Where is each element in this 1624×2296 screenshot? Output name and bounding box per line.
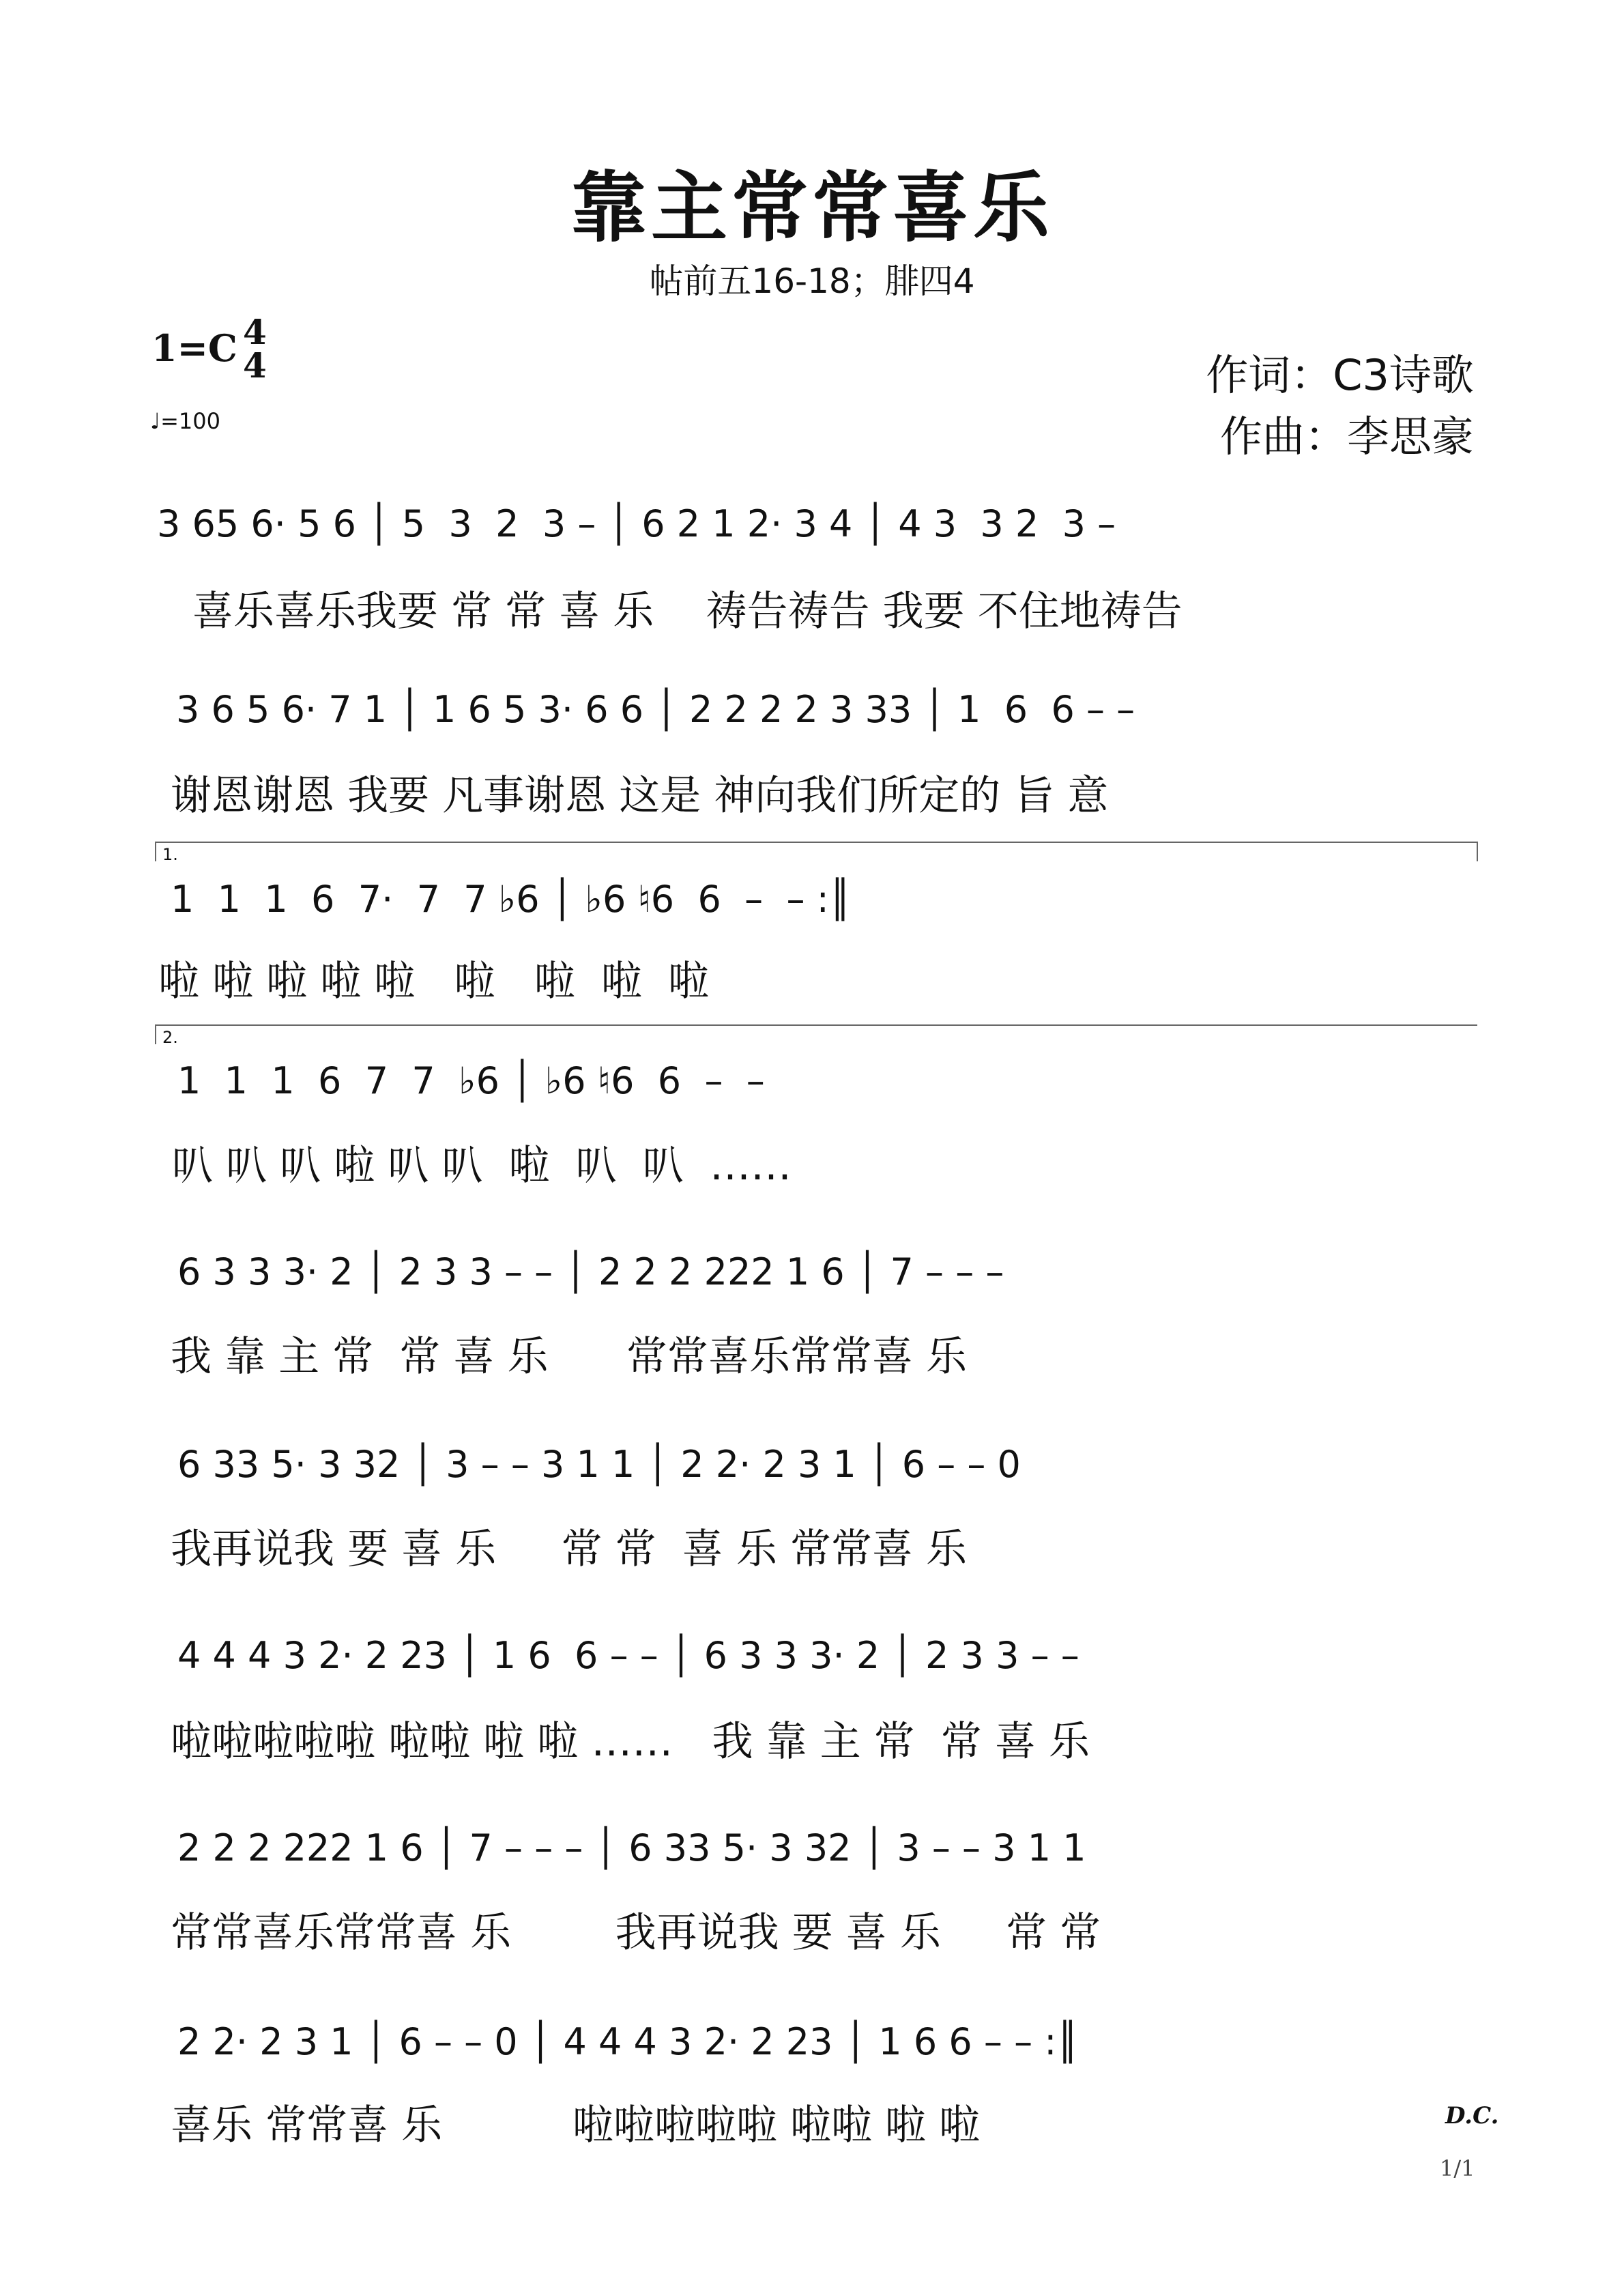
composer-credit: 作曲：李思豪: [1219, 412, 1474, 461]
notation-row-3: 1 1 1 6 7· 7 7 ♭6 │ ♭6 ♮6 6 – – :║: [171, 878, 852, 921]
time-signature-bottom: 4: [243, 345, 267, 386]
song-title: 靠主常常喜乐: [570, 164, 1054, 253]
da-capo-mark: D.C.: [1445, 2102, 1499, 2129]
lyrics-row-4: 叭 叭 叭 啦 叭 叭 啦 叭 叭 ……: [172, 1142, 792, 1190]
lyrics-row-3: 啦 啦 啦 啦 啦 啦 啦 啦 啦: [158, 958, 710, 1005]
first-ending-mark: 1.: [162, 845, 178, 864]
lyricist-credit: 作词：C3诗歌: [1206, 350, 1474, 400]
notation-row-4: 1 1 1 6 7 7 ♭6 │ ♭6 ♮6 6 – –: [177, 1059, 765, 1102]
notation-row-5: 6 3 3 3· 2 │ 2 3 3 – – │ 2 2 2 222 1 6 │ 7 – – –: [177, 1250, 1004, 1293]
lyrics-row-6: 我再说我 要 喜 乐 常 常 喜 乐 常常喜 乐: [171, 1525, 968, 1573]
second-ending-bracket: [156, 1025, 1477, 1044]
second-ending-mark: 2.: [162, 1028, 178, 1047]
notation-row-8: 2 2 2 222 1 6 │ 7 – – – │ 6 33 5· 3 32 │ 3 – – 3 1 1: [177, 1826, 1086, 1869]
key-signature: 1=C: [151, 326, 237, 370]
notation-row-1: 3 65 6· 5 6 │ 5 3 2 3 – │ 6 2 1 2· 3 4 │ 4 3 3 2 3 –: [157, 502, 1116, 545]
time-signature: [243, 312, 267, 386]
lyrics-row-5: 我 靠 主 常 常 喜 乐 常常喜乐常常喜 乐: [171, 1333, 968, 1381]
tempo-marking: ♩=100: [150, 408, 220, 434]
scripture-reference: 帖前五16-18；腓四4: [649, 261, 975, 301]
page-number: 1/1: [1440, 2155, 1475, 2181]
lyrics-row-9: 喜乐 常常喜 乐 啦啦啦啦啦 啦啦 啦 啦: [171, 2101, 981, 2149]
time-signature-top: 4: [243, 312, 267, 352]
lyrics-row-7: 啦啦啦啦啦 啦啦 啦 啦 …… 我 靠 主 常 常 喜 乐: [171, 1718, 1090, 1766]
notation-row-9: 2 2· 2 3 1 │ 6 – – 0 │ 4 4 4 3 2· 2 23 │ 1 6 6 – – :║: [177, 2020, 1079, 2063]
notation-row-6: 6 33 5· 3 32 │ 3 – – 3 1 1 │ 2 2· 2 3 1 │ 6 – – 0: [177, 1443, 1021, 1486]
lyrics-row-1: 喜乐喜乐我要 常 常 喜 乐 祷告祷告 我要 不住地祷告: [192, 588, 1183, 635]
first-ending-bracket: [156, 842, 1477, 861]
notation-row-7: 4 4 4 3 2· 2 23 │ 1 6 6 – – │ 6 3 3 3· 2 │ 2 3 3 – –: [177, 1634, 1079, 1677]
lyrics-row-2: 谢恩谢恩 我要 凡事谢恩 这是 神向我们所定的 旨 意: [171, 772, 1109, 820]
lyrics-row-8: 常常喜乐常常喜 乐 我再说我 要 喜 乐 常 常: [171, 1909, 1101, 1957]
notation-row-2: 3 6 5 6· 7 1 │ 1 6 5 3· 6 6 │ 2 2 2 2 3 33 │ 1 6 6 – –: [176, 688, 1135, 731]
